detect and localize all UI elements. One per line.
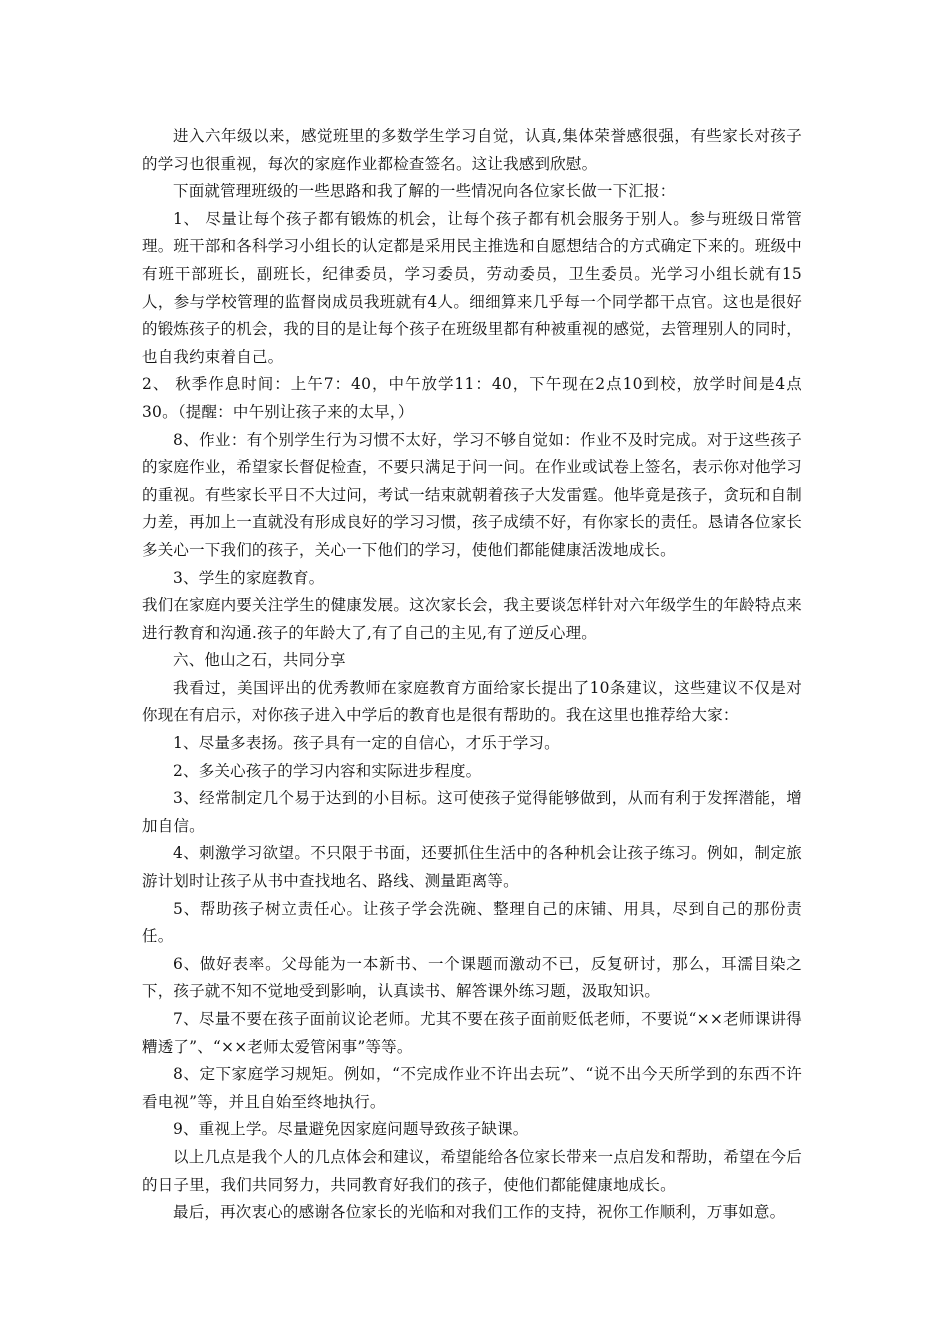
paragraph-item-3-family-education: 3、学生的家庭教育。 — [173, 568, 325, 587]
paragraph-report-intro: 下面就管理班级的一些思路和我了解的一些情况向各位家长做一下汇报： — [173, 182, 676, 201]
section-heading-six: 六、他山之石，共同分享 — [173, 651, 346, 670]
paragraph-summary: 以上几点是我个人的几点体会和建议，希望能给各位家长带来一点启发和帮助，希望在今后的日子里，我们共同努力，共同教育好我们的孩子，使他们都能健康地成长。 — [142, 1147, 802, 1194]
list-item-suggestion-6: 6、做好表率。父母能为一本新书、一个课题而激动不已，反复研讨，那么，耳濡目染之下，孩子就不知不觉地受到影响，认真读书、解答课外练习题，汲取知识。 — [142, 954, 802, 1001]
paragraph-intro: 进入六年级以来，感觉班里的多数学生学习自觉，认真,集体荣誉感很强，有些家长对孩子的学习也很重视，每次的家庭作业都检查签名。这让我感到欣慰。 — [142, 127, 802, 173]
document-body — [142, 123, 802, 1227]
paragraph-closing: 最后，再次衷心的感谢各位家长的光临和对我们工作的支持，祝你工作顺利，万事如意。 — [173, 1203, 786, 1222]
paragraph-item-8-homework: 8、作业：有个别学生行为习惯不太好，学习不够自觉如：作业不及时完成。对于这些孩子的家庭作业，希望家长督促检查，不要只满足于问一问。在作业或试卷上签名，表示你对他学习的重视。有些家长平日不大过问，考试一结束就朝着孩子大发雷霆。他毕竟是孩子，贪玩和自制力差，再加上一直就没有形成良好的学习习惯，孩子成绩不好，有你家长的责任。恳请各位家长多关心一下我们的孩子，关心一下他们的学习，使他们都能健康活泼地成长。 — [142, 430, 802, 559]
list-item-suggestion-3: 3、经常制定几个易于达到的小目标。这可使孩子觉得能够做到，从而有利于发挥潜能，增加自信。 — [142, 789, 802, 835]
list-item-suggestion-5: 5、帮助孩子树立责任心。让孩子学会洗碗、整理自己的床铺、用具，尽到自己的那份责任。 — [142, 899, 802, 946]
list-item-suggestion-8: 8、定下家庭学习规矩。例如，“不完成作业不许出去玩”、“说不出今天所学到的东西不许看电视”等，并且自始至终地执行。 — [142, 1065, 802, 1111]
list-item-suggestion-2: 2、多关心孩子的学习内容和实际进步程度。 — [173, 761, 482, 780]
list-item-suggestion-1: 1、尽量多表扬。孩子具有一定的自信心，才乐于学习。 — [173, 734, 560, 753]
list-item-suggestion-7: 7、尽量不要在孩子面前议论老师。尤其不要在孩子面前贬低老师，不要说“××老师课讲得糟透了”、“××老师太爱管闲事”等等。 — [142, 1010, 802, 1056]
paragraph-family-development: 我们在家庭内要关注学生的健康发展。这次家长会，我主要谈怎样针对六年级学生的年龄特点来进行教育和沟通.孩子的年龄大了,有了自己的主见,有了逆反心理。 — [142, 596, 802, 642]
paragraph-item-1-class-management: 1、 尽量让每个孩子都有锻炼的机会，让每个孩子都有机会服务于别人。参与班级日常管理。班干部和各科学习小组长的认定都是采用民主推选和自愿想结合的方式确定下来的。班级中有班干部班长，副班长，纪律委员，学习委员，劳动委员，卫生委员。光学习小组长就有15人，参与学校管理的监督岗成员我班就有4人。细细算来几乎每一个同学都干点官。这也是很好的锻炼孩子的机会，我的目的是让每个孩子在班级里都有种被重视的感觉，去管理别人的同时，也自我约束着自己。 — [142, 209, 802, 366]
paragraph-ten-suggestions-intro: 我看过，美国评出的优秀教师在家庭教育方面给家长提出了10条建议，这些建议不仅是对你现在有启示，对你孩子进入中学后的教育也是很有帮助的。我在这里也推荐给大家： — [142, 678, 802, 725]
list-item-suggestion-4: 4、刺激学习欲望。不只限于书面，还要抓住生活中的各种机会让孩子练习。例如，制定旅游计划时让孩子从书中查找地名、路线、测量距离等。 — [142, 844, 802, 891]
list-item-suggestion-9: 9、重视上学。尽量避免因家庭问题导致孩子缺课。 — [173, 1120, 529, 1139]
paragraph-item-2-schedule: 2、 秋季作息时间：上午7：40，中午放学11：40，下午现在2点10到校，放学时间是4点30。（提醒：中午别让孩子来的太早，） — [142, 375, 802, 421]
